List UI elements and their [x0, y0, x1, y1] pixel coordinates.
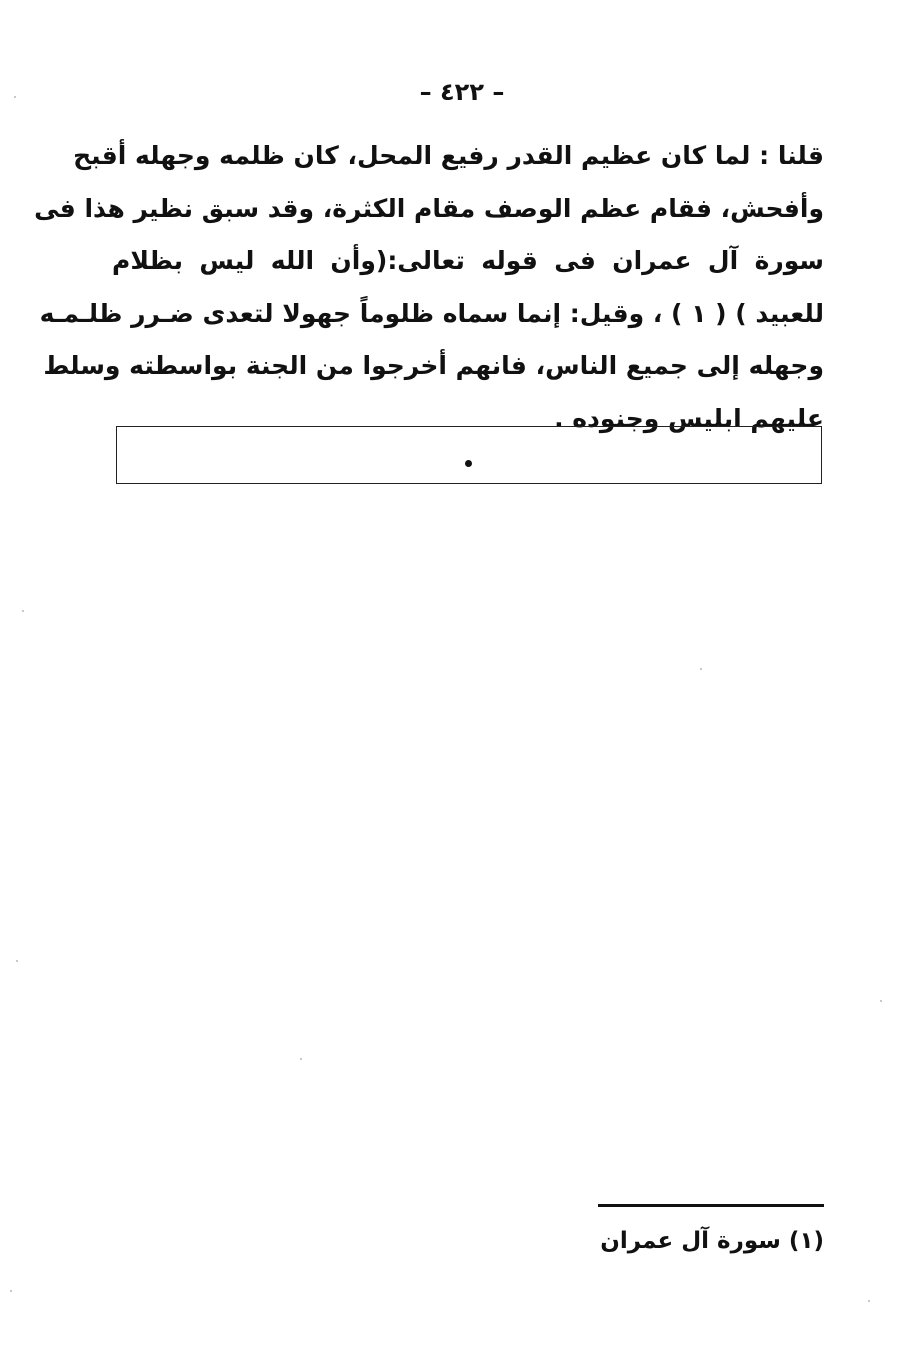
body-text	[34, 130, 824, 445]
separator-dot	[465, 460, 472, 467]
text-line-4: للعبيد ) ( ١ ) ، وقيل: إنما سماه ظلوماً جهولا لتعدى ضـرر ظلـمـه	[39, 298, 824, 328]
scan-speck	[22, 610, 24, 612]
text-line-1: قلنا : لما كان عظيم القدر رفيع المحل، كان ظلمه وجهله أقبح	[73, 141, 824, 170]
text-line-3	[112, 235, 824, 288]
page-number: – ٤٢٢ –	[419, 78, 505, 106]
scan-speck	[880, 1000, 882, 1002]
scan-speck	[868, 1300, 870, 1302]
text-line-5: وجهله إلى جميع الناس، فانهم أخرجوا من الجنة بواسطته وسلط	[43, 351, 824, 380]
text-line-3-prefix: سورة آل عمران فى قوله تعالى:	[387, 246, 824, 275]
scan-speck	[14, 96, 16, 98]
scan-speck	[700, 668, 702, 670]
text-line-6: عليهم ابليس وجنوده .	[554, 403, 824, 433]
footnote: (١) سورة آل عمران	[600, 1228, 824, 1254]
scan-speck	[16, 960, 18, 962]
footnote-rule	[598, 1204, 824, 1207]
text-line-2: وأفحش، فقام عظم الوصف مقام الكثرة، وقد سبق نظير هذا فى	[34, 193, 824, 223]
quran-quote: (وأن الله ليس بظلام	[112, 246, 388, 275]
scan-speck	[300, 1058, 302, 1060]
section-separator-box	[116, 426, 822, 484]
scan-speck	[10, 1290, 12, 1292]
